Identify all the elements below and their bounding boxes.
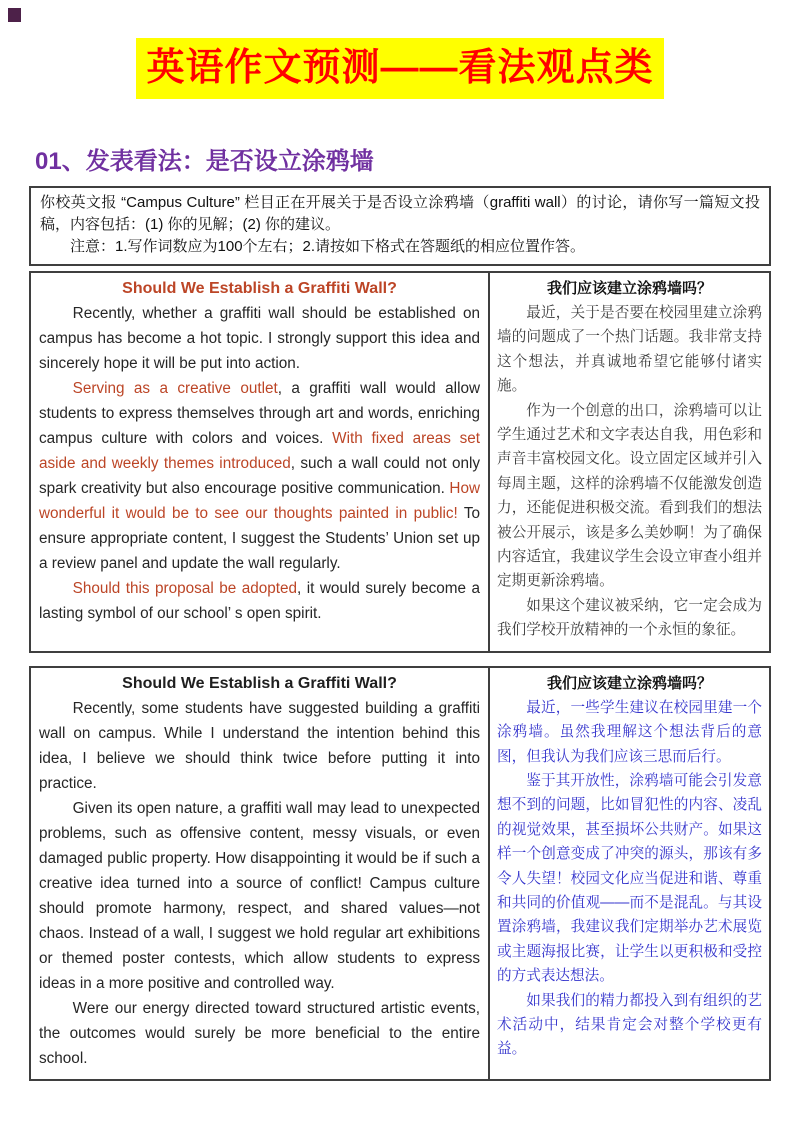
writing-prompt-box [29,186,771,266]
essay2-english-title: Should We Establish a Graffiti Wall? [122,674,397,692]
highlight-phrase: How wonderful it would be to see our thoughts painted in public! [39,480,481,522]
essay1-zh-paragraph-1: 最近，关于是否要在校园里建立涂鸦墙的问题成了一个热门话题。我非常支持这个想法，并真诚地希望它能够付诸实施。 [497,305,762,395]
essay2-en-paragraph-3: Were our energy directed toward structured artistic events, the outcomes would surely be more beneficial to the entire school. [39,999,481,1067]
highlight-phrase: Serving as a creative outlet [72,380,278,397]
essay2-zh-paragraph-3: 如果我们的精力都投入到有组织的艺术活动中，结果肯定会对整个学校更有益。 [497,992,762,1058]
essay2-chinese-title: 我们应该建立涂鸦墙吗？ [547,674,713,692]
essay1-chinese-cell [490,273,769,651]
essay1-en-paragraph-2 [39,376,480,576]
prompt-body: 你校英文报 “Campus Culture” 栏目正在开展关于是否设立涂鸦墙（graffiti wall）的讨论，请你写一篇短文投稿，内容包括：(1) 你的见解；(2) 你的建议。 [40,194,760,233]
prompt-note: 注意：1.写作词数应为100个左右；2.请按如下格式在答题纸的相应位置作答。 [70,238,586,255]
essay2-chinese-cell [490,668,769,1079]
essay1-english-cell [31,273,490,651]
essay2-table [29,666,771,1081]
highlight-phrase: With fixed areas set aside and weekly themes introduced [39,430,481,472]
essay1-zh-paragraph-3: 如果这个建议被采纳，它一定会成为我们学校开放精神的一个永恒的象征。 [497,597,762,639]
essay2-english-cell [31,668,490,1079]
essay1-english-title: Should We Establish a Graffiti Wall? [122,280,397,297]
body-text: , a graffiti wall would allow students to express themselves through art and words, enriching campus culture with colors and voices. [39,380,481,447]
banner-container [0,0,800,99]
essay1-zh-paragraph-2: 作为一个创意的出口，涂鸦墙可以让学生通过艺术和文字表达自我，用色彩和声音丰富校园文化。设立固定区域并引入每周主题，这样的涂鸦墙不仅能激发创造力，还能促进积极交流。看到我们的想法被公开展示，该是多么美妙啊！为了确保内容适宜，我建议学生会设立审查小组并定期更新涂鸦墙。 [497,402,762,590]
essay2-zh-paragraph-2: 鉴于其开放性，涂鸦墙可能会引发意想不到的问题，比如冒犯性的内容、凌乱的视觉效果，甚至损坏公共财产。如果这样一个创意变成了冲突的源头，那该有多令人失望！校园文化应当促进和谐、尊重和共同的价值观——而不是混乱。与其设置涂鸦墙，我建议我们定期举办艺术展览或主题海报比赛，让学生以更积极和受控的方式表达想法。 [497,772,762,985]
highlight-phrase: Should this proposal be adopted [72,580,298,597]
section-heading: 01、发表看法：是否设立涂鸦墙 [35,148,374,175]
essay2-zh-paragraph-1: 最近，一些学生建议在校园里建一个涂鸦墙。虽然我理解这个想法背后的意图，但我认为我们应该三思而后行。 [497,699,762,765]
essay2-en-paragraph-2: Given its open nature, a graffiti wall may lead to unexpected problems, such as offensive content, messy visuals, or even damaged public property. How disappointing it would be if such a creative idea turned into a source of conflict! Campus culture should promote harmony, respect, and shared values—not chaos. Instead of a wall, I suggest we hold regular art exhibitions or themed poster contests, which allow students to express ideas in a more positive and controlled way. [39,799,481,992]
essay1-en-paragraph-1: Recently, whether a graffiti wall should be established on campus has become a hot topic. I strongly support this idea and sincerely hope it will be put into action. [39,305,481,372]
page-corner-mark [8,8,21,22]
body-text: , it would surely become a lasting symbol of our school’ s open spirit. [39,580,481,622]
essay2-en-paragraph-1: Recently, some students have suggested building a graffiti wall on campus. While I understand the intention behind this idea, I believe we should think twice before putting it into practice. [39,699,481,792]
page-title: 英语作文预测——看法观点类 [136,38,663,99]
essay1-table [29,271,771,653]
essay1-en-paragraph-3 [39,576,480,626]
body-text: , such a wall could not only spark creativity but also encourage positive communication. [39,455,481,497]
body-text: To ensure appropriate content, I suggest the Students’ Union set up a review panel and update the wall regularly. [39,505,481,572]
essay1-chinese-title: 我们应该建立涂鸦墙吗？ [547,280,713,297]
